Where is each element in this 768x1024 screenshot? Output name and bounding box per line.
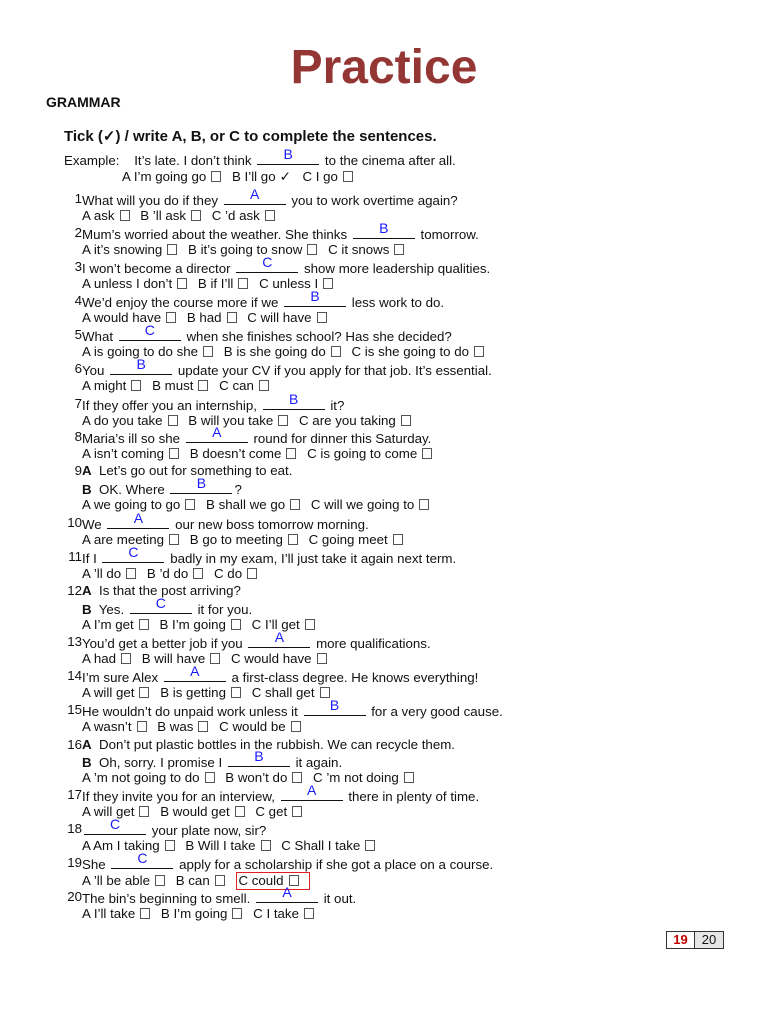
options-14 <box>82 685 337 701</box>
dialogue-line: Let’s go out for something to eat. <box>99 463 293 478</box>
question-9 <box>82 475 242 498</box>
checkbox[interactable] <box>120 210 130 221</box>
answer-text: A <box>190 663 200 679</box>
checkbox[interactable] <box>140 908 150 919</box>
option-a: A unless I don’t <box>82 276 173 291</box>
example-text-before: It’s late. I don’t think <box>134 153 252 168</box>
question-text-before: What <box>82 329 114 344</box>
option-b: B ’d do <box>146 566 189 581</box>
answer-blank[interactable] <box>84 816 146 835</box>
question-text-before: Maria’s ill so she <box>82 431 181 446</box>
option-c: C I’ll get <box>251 617 300 632</box>
option-b: B I’m going <box>159 617 226 632</box>
question-number: 18 <box>67 821 82 836</box>
question-number: 1 <box>74 191 82 206</box>
question-number: 2 <box>74 225 82 240</box>
question-number: 13 <box>67 634 82 649</box>
question-text-before: You’d get a better job if you <box>82 636 243 651</box>
question-text-before: Mum’s worried about the weather. She thinks <box>82 227 348 242</box>
answer-text: B <box>329 697 340 713</box>
option-a: A ’ll do <box>82 566 122 581</box>
checkbox[interactable] <box>211 171 221 182</box>
checkbox[interactable] <box>139 619 149 630</box>
pagination <box>666 931 724 949</box>
answer-text: B <box>254 748 264 764</box>
question-text-before: We’d enjoy the course more if we <box>82 295 279 310</box>
question-number: 5 <box>74 327 82 342</box>
checkbox[interactable] <box>247 568 257 579</box>
question-text-after: apply for a scholarship if she got a place on a course. <box>179 857 494 872</box>
example-options <box>122 169 360 185</box>
options-8 <box>82 446 439 462</box>
example-blank[interactable] <box>257 146 319 165</box>
checkbox[interactable] <box>365 840 375 851</box>
checkbox[interactable] <box>231 619 241 630</box>
checkbox[interactable] <box>278 415 288 426</box>
question-number: 4 <box>74 293 82 308</box>
option-c: C I take <box>253 906 299 921</box>
checkbox[interactable] <box>286 448 296 459</box>
question-7 <box>64 391 345 414</box>
question-3 <box>64 254 491 277</box>
options-7 <box>82 413 418 429</box>
current-page: 19 <box>667 932 695 948</box>
option-c: C unless I <box>259 276 319 291</box>
checkbox[interactable] <box>215 875 225 886</box>
question-text-before: I’m sure Alex <box>82 670 159 685</box>
answer-blank[interactable] <box>236 254 298 273</box>
checkbox[interactable] <box>307 244 317 255</box>
checkbox[interactable] <box>193 568 203 579</box>
checkbox[interactable] <box>232 908 242 919</box>
checkbox[interactable] <box>394 244 404 255</box>
answer-text: B <box>379 220 389 236</box>
option-c: C ’d ask <box>211 208 260 223</box>
instruction-text: Tick (✓) / write A, B, or C to complete the sentences. <box>64 128 437 145</box>
option-c: C Shall I take <box>281 838 361 853</box>
options-1 <box>82 208 282 224</box>
answer-text: C <box>128 544 139 560</box>
question-text-after: round for dinner this Saturday. <box>253 431 432 446</box>
question-text-after: there in plenty of time. <box>348 789 480 804</box>
checkbox[interactable] <box>419 499 429 510</box>
answer-blank[interactable] <box>164 663 226 682</box>
example-answer: B <box>283 146 293 162</box>
option-c: C can <box>219 378 254 393</box>
option-c: C get <box>255 804 288 819</box>
question-text-after: it? <box>330 398 345 413</box>
question-1 <box>64 186 458 209</box>
question-text-before: If they invite you for an interview, <box>82 789 275 804</box>
checkbox[interactable] <box>404 772 414 783</box>
question-text-after: when she finishes school? Has she decided? <box>186 329 452 344</box>
checkbox[interactable] <box>231 687 241 698</box>
option-b: B is she going do <box>223 344 326 359</box>
option-a: A is going to do she <box>82 344 199 359</box>
option-b: B it’s going to snow <box>188 242 303 257</box>
question-text-before: If they offer you an internship, <box>82 398 257 413</box>
option-b: B ’ll ask <box>140 208 187 223</box>
option-b: B doesn’t come <box>189 446 282 461</box>
question-20 <box>64 884 357 907</box>
question-12 <box>82 595 253 618</box>
checkbox[interactable] <box>393 534 403 545</box>
question-number: 6 <box>74 361 82 376</box>
question-18 <box>64 816 267 839</box>
answer-blank[interactable] <box>119 322 181 341</box>
speaker-b: B <box>82 755 92 770</box>
question-text-after: it for you. <box>197 602 253 617</box>
answer-blank[interactable] <box>110 356 172 375</box>
question-text-after: ? <box>234 482 242 497</box>
answer-text: B <box>196 475 207 491</box>
option-b: B I’m going <box>160 906 228 921</box>
checkbox[interactable] <box>343 171 353 182</box>
option-c: C going meet <box>308 532 388 547</box>
option-c: C would have <box>230 651 312 666</box>
dialogue-line: Is that the post arriving? <box>99 583 241 598</box>
option-c: C ’m not doing <box>313 770 399 785</box>
checkbox[interactable] <box>304 908 314 919</box>
answer-text: B <box>310 288 320 304</box>
option-a: A wasn’t <box>82 719 132 734</box>
checkbox[interactable] <box>155 875 165 886</box>
question-text-before: I won’t become a director <box>82 261 231 276</box>
option-a: A are meeting <box>82 532 165 547</box>
option-b: B can <box>175 873 210 888</box>
question-10 <box>64 510 369 533</box>
question-number: 9 <box>74 463 82 478</box>
question-text-before: If I <box>82 551 97 566</box>
question-16 <box>82 748 343 771</box>
speaker-a: A <box>82 737 92 752</box>
question-text-after: update your CV if you apply for that job. It’s essential. <box>177 363 492 378</box>
question-number: 12 <box>67 583 82 598</box>
option-a: A ’ll be able <box>82 873 151 888</box>
question-4 <box>64 288 445 311</box>
question-6 <box>64 356 492 379</box>
options-20 <box>82 906 321 922</box>
answer-blank[interactable] <box>186 424 248 443</box>
answer-blank[interactable] <box>170 475 232 494</box>
checkbox[interactable] <box>137 721 147 732</box>
answer-blank[interactable] <box>353 220 415 239</box>
question-number: 19 <box>67 855 82 870</box>
options-11 <box>82 566 264 582</box>
checkbox[interactable] <box>131 380 141 391</box>
checkbox[interactable] <box>205 772 215 783</box>
speaker-b: B <box>82 482 92 497</box>
option-a: A ask <box>82 208 115 223</box>
checkbox[interactable] <box>259 380 269 391</box>
answer-text: A <box>212 424 222 440</box>
question-text-after: less work to do. <box>351 295 445 310</box>
checkbox[interactable] <box>198 380 208 391</box>
question-text-before: What will you do if they <box>82 193 218 208</box>
question-text-after: it out. <box>323 891 357 906</box>
question-5 <box>64 322 452 345</box>
options-15 <box>82 719 308 735</box>
answer-text: A <box>306 782 317 798</box>
question-number: 10 <box>67 515 82 530</box>
answer-blank[interactable] <box>263 391 325 410</box>
option-a: A it’s snowing <box>82 242 163 257</box>
option-b: B was <box>157 719 194 734</box>
question-15 <box>64 697 503 720</box>
question-text-after: more qualifications. <box>316 636 431 651</box>
option-a: A isn’t coming <box>82 446 165 461</box>
option-b: B had <box>186 310 222 325</box>
question-text-before: Yes. <box>98 602 125 617</box>
checkbox[interactable] <box>126 568 136 579</box>
answer-blank[interactable] <box>130 595 192 614</box>
option-b: B would get <box>160 804 230 819</box>
checkbox[interactable] <box>168 415 178 426</box>
question-text-before: You <box>82 363 105 378</box>
question-number: 20 <box>67 889 82 904</box>
question-number: 8 <box>74 429 82 444</box>
question-text-after: for a very good cause. <box>371 704 503 719</box>
example-option-c: C I go <box>302 169 338 184</box>
option-a: A ’m not going to do <box>82 770 200 785</box>
option-a: A had <box>82 651 117 666</box>
question-number: 15 <box>67 702 82 717</box>
dialogue-line: Don’t put plastic bottles in the rubbish. We can recycle them. <box>99 737 455 752</box>
option-b: B Will I take <box>185 838 256 853</box>
question-14 <box>64 663 479 686</box>
question-text-before: We <box>82 517 102 532</box>
checkbox[interactable] <box>317 653 327 664</box>
answer-text: B <box>136 356 146 372</box>
question-text-before: OK. Where <box>99 482 165 497</box>
checkbox[interactable] <box>169 448 179 459</box>
answer-text: A <box>250 186 260 202</box>
answer-text: C <box>109 816 121 832</box>
question-text-after: our new boss tomorrow morning. <box>175 517 369 532</box>
option-c: C is going to come <box>307 446 418 461</box>
option-c: C could <box>238 873 284 888</box>
answer-text: C <box>144 322 155 338</box>
option-a: A would have <box>82 310 162 325</box>
tick-icon: ✓ <box>279 169 291 184</box>
example-option-a: A I’m going go <box>122 169 207 184</box>
checkbox[interactable] <box>474 346 484 357</box>
answer-text: B <box>288 391 299 407</box>
question-17 <box>64 782 480 805</box>
question-text-before: The bin’s beginning to smell. <box>82 891 251 906</box>
checkbox[interactable] <box>401 415 411 426</box>
question-text-before: Oh, sorry. I promise I <box>99 755 223 770</box>
question-13 <box>64 629 431 652</box>
page-title: Practice <box>290 41 478 94</box>
checkbox[interactable] <box>185 499 195 510</box>
checkbox[interactable] <box>292 806 302 817</box>
checkbox[interactable] <box>422 448 432 459</box>
speaker-a: A <box>82 583 92 598</box>
question-text-after: tomorrow. <box>420 227 479 242</box>
option-c: C will have <box>247 310 312 325</box>
question-number: 16 <box>67 737 82 752</box>
option-c: C are you taking <box>299 413 396 428</box>
option-c: C would be <box>219 719 286 734</box>
answer-blank[interactable] <box>281 782 343 801</box>
option-a: A I’ll take <box>82 906 136 921</box>
option-c: C do <box>214 566 243 581</box>
answer-blank[interactable] <box>304 697 366 716</box>
checkbox[interactable] <box>235 806 245 817</box>
option-b: B go to meeting <box>189 532 283 547</box>
question-text-after: it again. <box>295 755 343 770</box>
checkbox[interactable] <box>290 499 300 510</box>
answer-text: A <box>282 884 292 900</box>
question-number: 17 <box>67 787 82 802</box>
checkbox[interactable] <box>261 840 271 851</box>
example-option-b: B I’ll go <box>231 169 276 184</box>
question-text-after: you to work overtime again? <box>291 193 458 208</box>
option-a: A do you take <box>82 413 163 428</box>
answer-blank[interactable] <box>102 544 164 563</box>
checkbox[interactable] <box>177 278 187 289</box>
question-text-before: He wouldn’t do unpaid work unless it <box>82 704 298 719</box>
question-text-after: show more leadership qualities. <box>303 261 491 276</box>
option-a: A I’m get <box>82 617 134 632</box>
checkbox[interactable] <box>198 721 208 732</box>
option-a: A might <box>82 378 127 393</box>
checkbox[interactable] <box>139 687 149 698</box>
answer-blank[interactable] <box>256 884 318 903</box>
question-number: 7 <box>74 396 82 411</box>
question-text-after: a first-class degree. He knows everything! <box>231 670 479 685</box>
checkbox[interactable] <box>288 534 298 545</box>
option-b: B must <box>152 378 194 393</box>
option-a: A we going to go <box>82 497 181 512</box>
question-2 <box>64 220 479 243</box>
answer-text: A <box>133 510 144 526</box>
checkbox[interactable] <box>317 312 327 323</box>
question-19 <box>64 850 494 873</box>
options-16 <box>82 770 421 786</box>
question-text-after: your plate now, sir? <box>151 823 267 838</box>
checkbox[interactable] <box>191 210 201 221</box>
option-b: B will have <box>141 651 206 666</box>
answer-text: C <box>137 850 148 866</box>
checkbox[interactable] <box>203 346 213 357</box>
question-number: 3 <box>74 259 82 274</box>
question-text-before: She <box>82 857 106 872</box>
option-c: C it snows <box>328 242 390 257</box>
answer-blank[interactable] <box>228 748 290 767</box>
answer-blank[interactable] <box>248 629 310 648</box>
option-b: B won’t do <box>225 770 288 785</box>
checkbox[interactable] <box>167 244 177 255</box>
checkbox[interactable] <box>331 346 341 357</box>
option-c: C will we going to <box>310 497 415 512</box>
checkbox[interactable] <box>169 534 179 545</box>
option-a: A will get <box>82 804 135 819</box>
options-6 <box>82 378 276 394</box>
example-text-after: to the cinema after all. <box>324 153 456 168</box>
example-label: Example: <box>64 153 120 168</box>
answer-blank[interactable] <box>284 288 346 307</box>
checkbox[interactable] <box>238 278 248 289</box>
option-b: B is getting <box>160 685 226 700</box>
question-8 <box>64 424 432 447</box>
option-b: B will you take <box>188 413 274 428</box>
speaker-a: A <box>82 463 92 478</box>
checkbox[interactable] <box>265 210 275 221</box>
question-number: 11 <box>68 549 82 564</box>
answer-blank[interactable] <box>111 850 173 869</box>
answer-text: C <box>262 254 273 270</box>
answer-text: C <box>155 595 166 611</box>
question-text-after: badly in my exam, I’ll just take it again next term. <box>170 551 457 566</box>
answer-blank[interactable] <box>224 186 286 205</box>
answer-blank[interactable] <box>107 510 169 529</box>
checkbox[interactable] <box>121 653 131 664</box>
section-heading: GRAMMAR <box>46 94 121 110</box>
checkbox[interactable] <box>227 312 237 323</box>
option-a: A will get <box>82 685 135 700</box>
option-b: B shall we go <box>206 497 286 512</box>
question-11 <box>64 544 457 567</box>
speaker-b: B <box>82 602 92 617</box>
question-number: 14 <box>67 668 82 683</box>
option-b: B if I’ll <box>197 276 234 291</box>
next-page[interactable]: 20 <box>695 932 723 948</box>
option-c: C is she going to do <box>351 344 470 359</box>
checkbox[interactable] <box>291 721 301 732</box>
answer-text: A <box>274 629 285 645</box>
option-a: A Am I taking <box>82 838 160 853</box>
example-sentence <box>64 146 456 169</box>
option-c: C shall get <box>251 685 315 700</box>
